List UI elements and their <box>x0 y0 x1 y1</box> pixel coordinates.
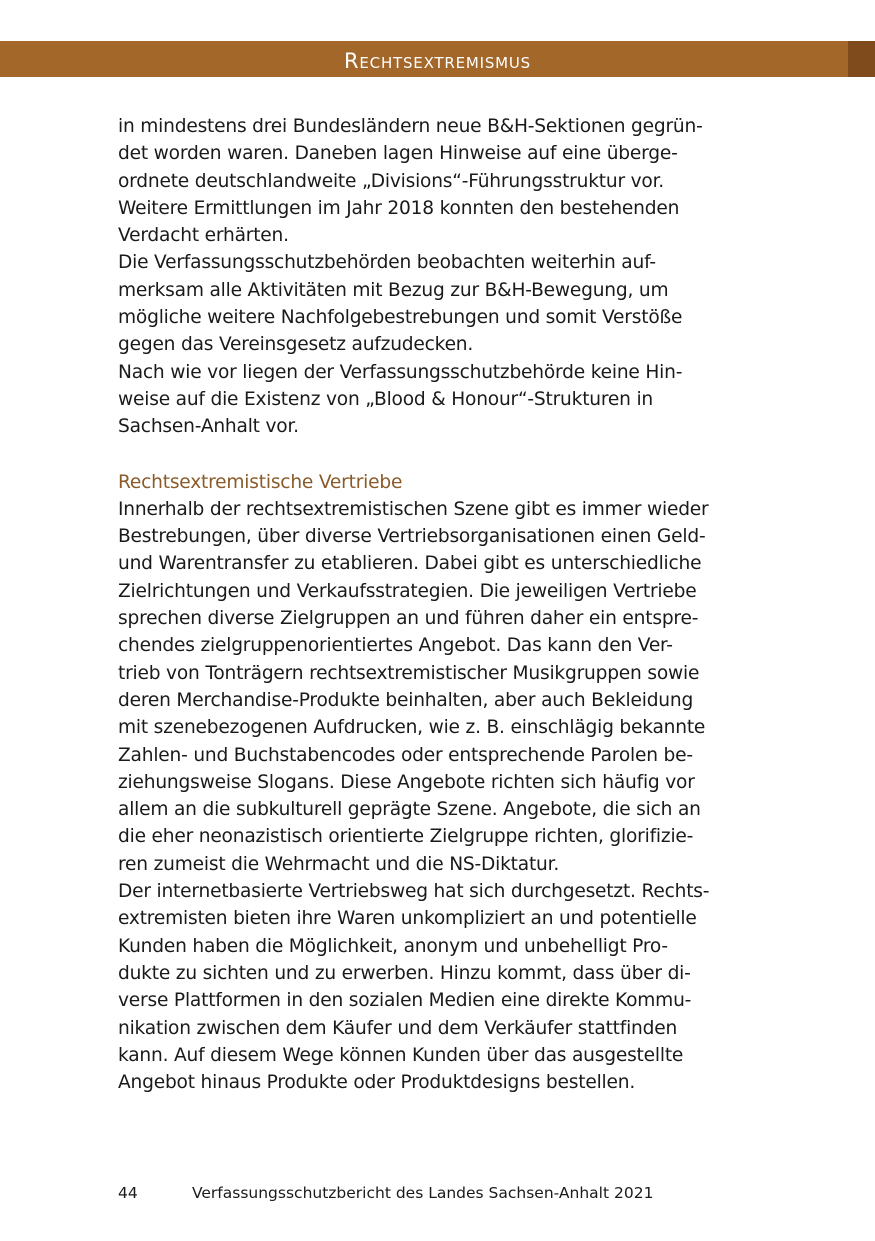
text-line: trieb von Tonträgern rechtsextremistischer Musikgruppen sowie <box>118 662 700 684</box>
text-line: Angebot hinaus Produkte oder Produktdesigns bestellen. <box>118 1072 636 1094</box>
section-heading: Rechtsextremistische Vertriebe <box>118 471 403 493</box>
paragraph <box>118 113 758 249</box>
text-line: Innerhalb der rechtsextremistischen Szene gibt es immer wieder <box>118 498 709 520</box>
text-line: verse Plattformen in den sozialen Medien eine direkte Kommu- <box>118 990 692 1012</box>
text-line: det worden waren. Daneben lagen Hinweise auf eine überge- <box>118 143 678 165</box>
text-line: Sachsen-Anhalt vor. <box>118 416 299 438</box>
publication-title: Verfassungsschutzbericht des Landes Sachsen-Anhalt 2021 <box>192 1184 654 1202</box>
chapter-title: Rechtsextremismus <box>344 49 531 73</box>
text-line: die eher neonazistisch orientierte Zielgruppe richten, glorifizie- <box>118 826 694 848</box>
paragraph <box>118 249 758 358</box>
text-line: und Warentransfer zu etablieren. Dabei gibt es unterschiedliche <box>118 553 702 575</box>
text-line: extremisten bieten ihre Waren unkompliziert an und potentielle <box>118 908 697 930</box>
paragraph <box>118 496 758 878</box>
text-line: mit szenebezogenen Aufdrucken, wie z. B. einschlägig bekannte <box>118 717 706 739</box>
text-line: ordnete deutschlandweite „Divisions“-Führungsstruktur vor. <box>118 170 665 192</box>
page-number: 44 <box>118 1184 138 1202</box>
text-line: ren zumeist die Wehrmacht und die NS-Diktatur. <box>118 853 560 875</box>
text-line: Zielrichtungen und Verkaufsstrategien. Die jeweiligen Vertriebe <box>118 580 697 602</box>
text-line: merksam alle Aktivitäten mit Bezug zur B&H-Bewegung, um <box>118 279 669 301</box>
text-line: Weitere Ermittlungen im Jahr 2018 konnten den bestehenden <box>118 197 680 219</box>
text-line: weise auf die Existenz von „Blood & Honour“-Strukturen in <box>118 388 654 410</box>
text-line: Kunden haben die Möglichkeit, anonym und unbehelligt Pro- <box>118 935 668 957</box>
paragraph <box>118 878 758 1096</box>
page-content <box>118 113 758 1096</box>
text-line: in mindestens drei Bundesländern neue B&H-Sektionen gegrün- <box>118 116 703 137</box>
text-line: gegen das Vereinsgesetz aufzudecken. <box>118 334 474 356</box>
text-line: Verdacht erhärten. <box>118 225 289 247</box>
text-line: Nach wie vor liegen der Verfassungsschutzbehörde keine Hin- <box>118 361 683 383</box>
text-line: dukte zu sichten und zu erwerben. Hinzu kommt, dass über di- <box>118 962 691 984</box>
text-line: nikation zwischen dem Käufer und dem Verkäufer stattfinden <box>118 1017 678 1039</box>
text-line: deren Merchandise-Produkte beinhalten, aber auch Bekleidung <box>118 689 694 711</box>
text-line: kann. Auf diesem Wege können Kunden über das ausgestellte <box>118 1044 684 1066</box>
text-line: ziehungsweise Slogans. Diese Angebote richten sich häufig vor <box>118 771 695 793</box>
text-line: allem an die subkulturell geprägte Szene. Angebote, die sich an <box>118 799 701 821</box>
text-line: sprechen diverse Zielgruppen an und führen daher ein entspre- <box>118 608 699 630</box>
text-line: Zahlen- und Buchstabencodes oder entsprechende Parolen be- <box>118 744 693 766</box>
text-line: Die Verfassungsschutzbehörden beobachten weiterhin auf- <box>118 252 656 274</box>
text-line: mögliche weitere Nachfolgebestrebungen und somit Verstöße <box>118 307 683 329</box>
text-line: Bestrebungen, über diverse Vertriebsorganisationen einen Geld- <box>118 526 706 548</box>
text-line: chendes zielgruppenorientiertes Angebot. Das kann den Ver- <box>118 635 673 657</box>
text-line: Der internetbasierte Vertriebsweg hat sich durchgesetzt. Rechts- <box>118 881 710 903</box>
page-footer <box>118 1183 653 1203</box>
paragraph <box>118 359 758 441</box>
